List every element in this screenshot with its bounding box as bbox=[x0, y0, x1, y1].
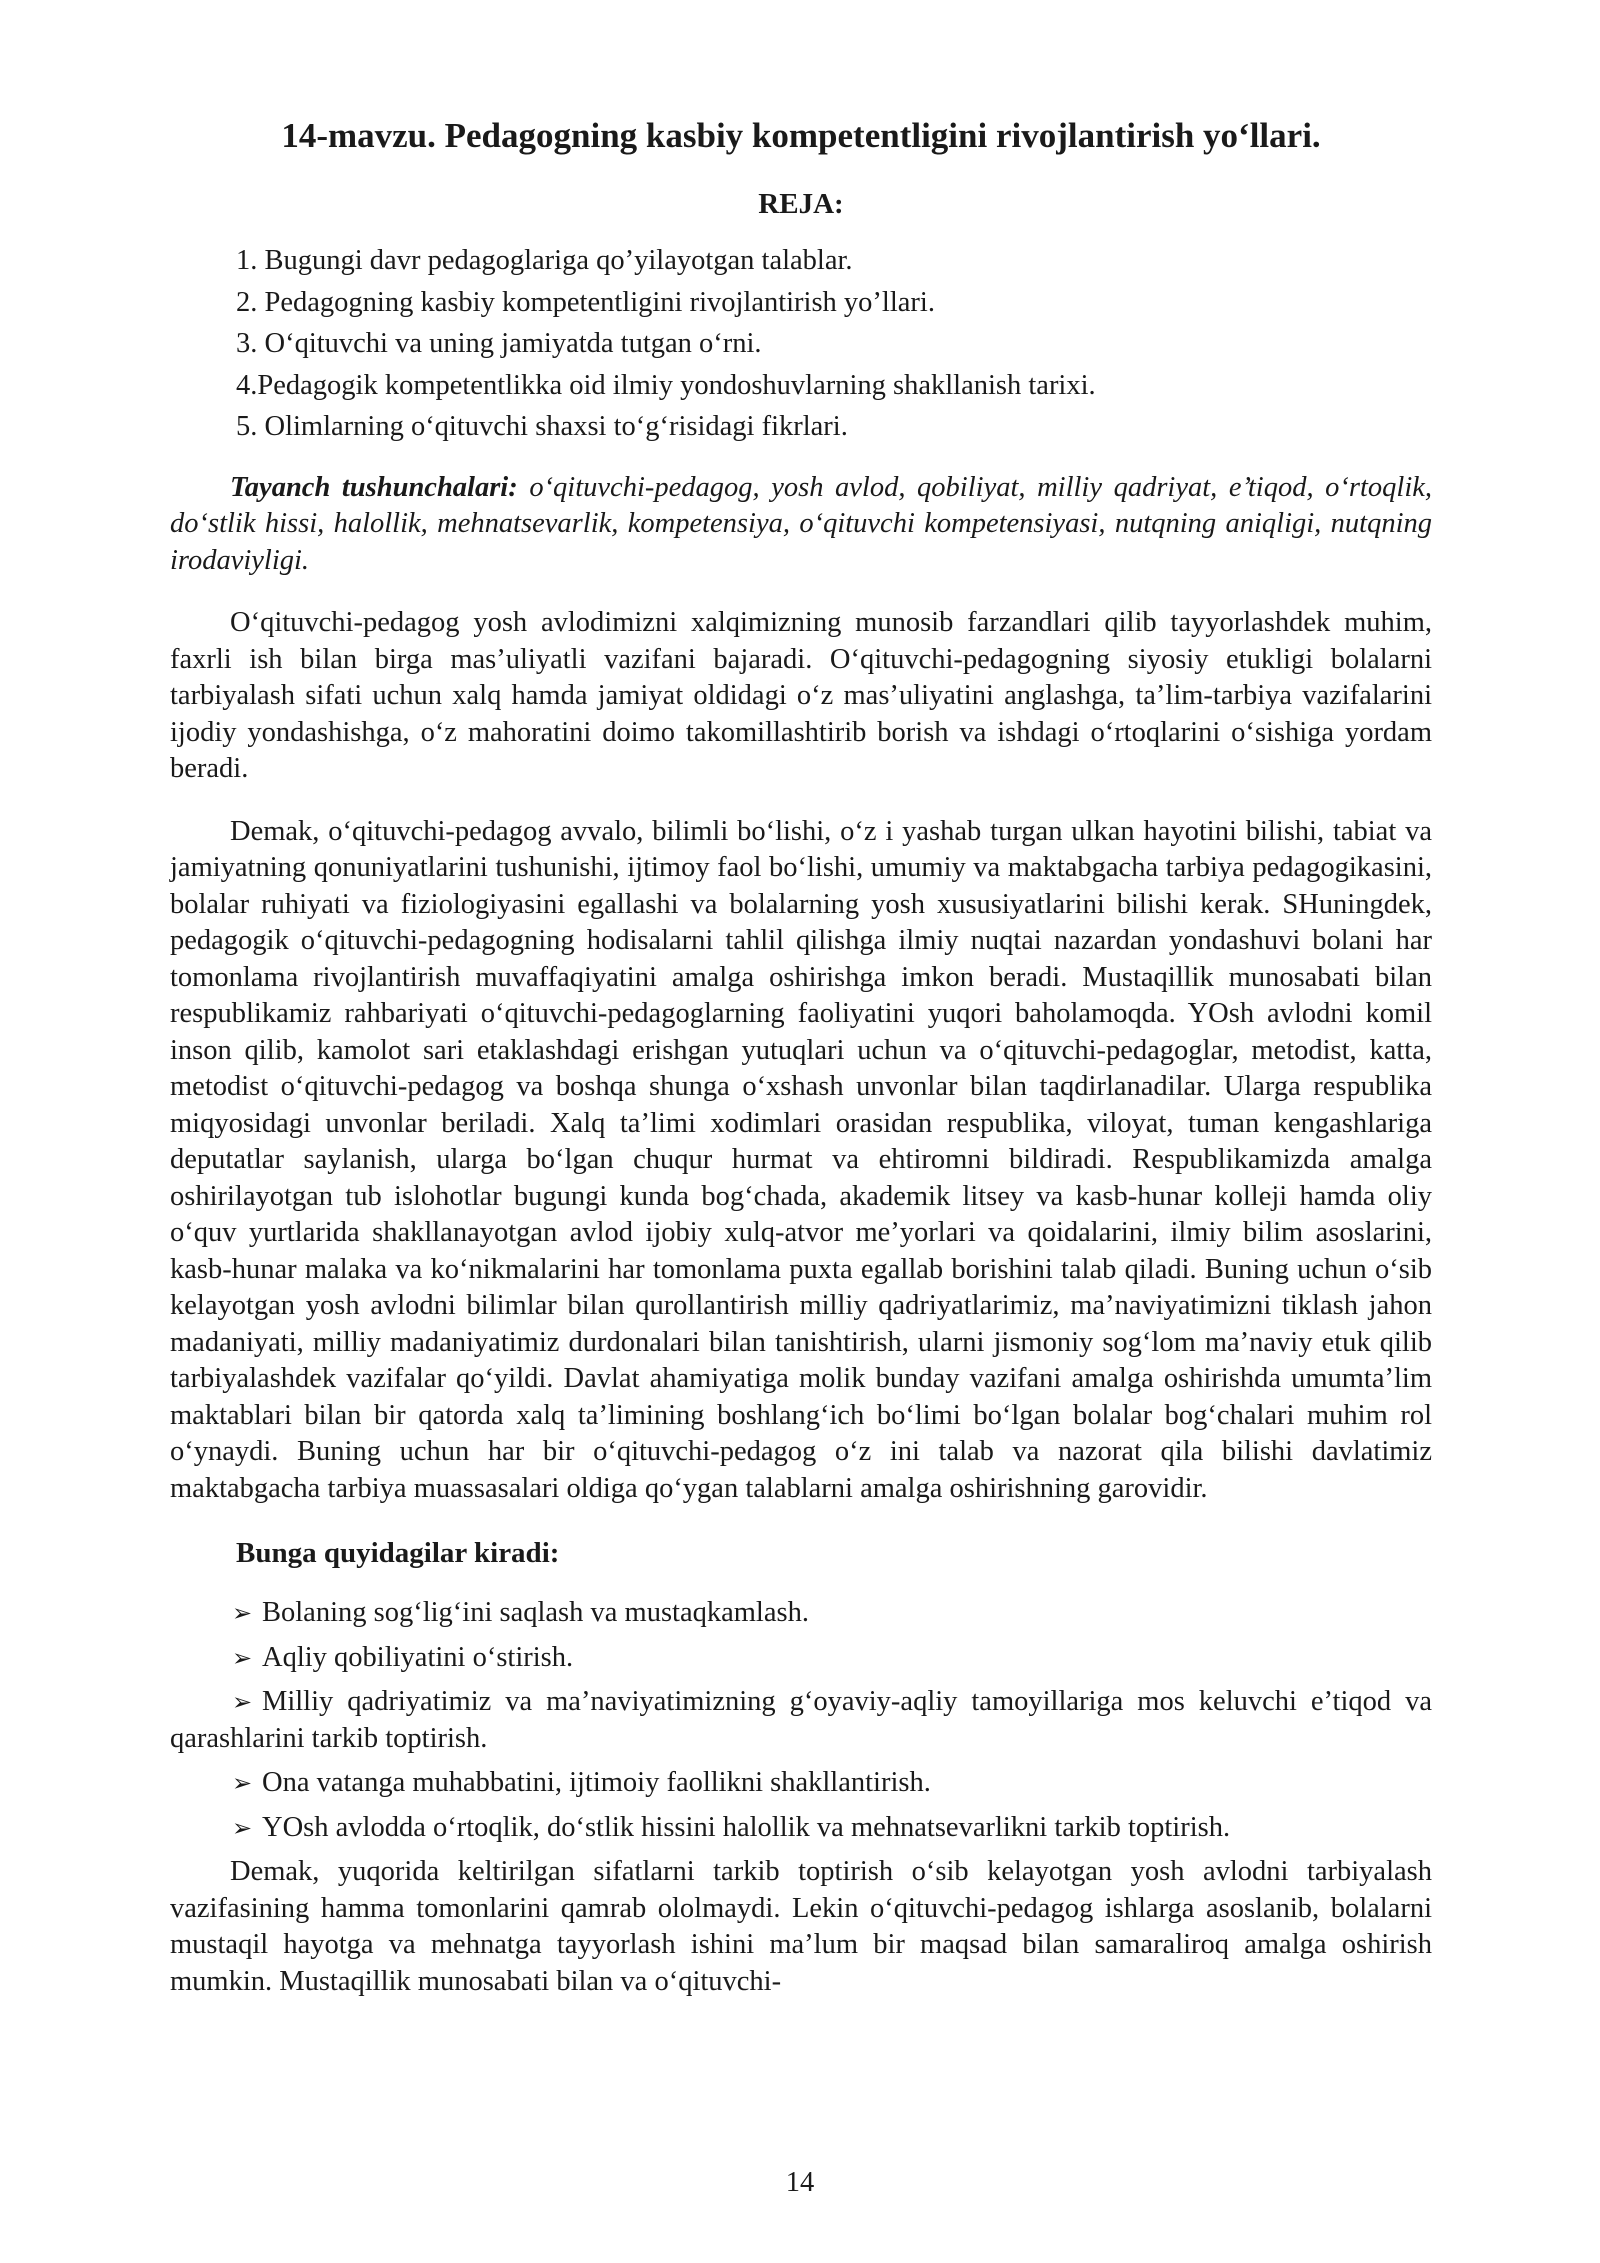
arrow-bullet-icon: ➢ bbox=[232, 1599, 253, 1627]
list-item bbox=[170, 1684, 1432, 1757]
keywords-text: o‘qituvchi-pedagog, yosh avlod, qobiliyat, milliy qadriyat, e’tiqod, o‘rtoqlik, do‘stlik hissi, halollik, mehnatsevarlik, kompetensiya, o‘qituvchi kompetensiyasi, nutqning aniqligi, nutqning irodaviyligi. bbox=[170, 471, 1433, 576]
plan-list bbox=[170, 240, 1432, 448]
plan-item: 4.Pedagogik kompetentlikka oid ilmiy yondoshuvlarning shakllanish tarixi. bbox=[236, 369, 1096, 401]
arrow-bullet-icon: ➢ bbox=[232, 1643, 253, 1672]
list-item bbox=[170, 1810, 1432, 1847]
list-item-text: Bolaning sog‘lig‘ini saqlash va mustaqkamlash. bbox=[262, 1597, 809, 1628]
section-subheading: Bunga quyidagilar kiradi: bbox=[236, 1537, 560, 1569]
body-paragraph-2: Demak, o‘qituvchi-pedagog avvalo, bilimli bo‘lishi, o‘z i yashab turgan ulkan hayotini bilishi, tabiat va jamiyatning qonuniyatlarini tushunishi, ijtimoy faol bo‘lishi, umumiy va maktabgacha tarbiya pedagogikasini, bolalar ruhiyati va fiziologiyasini egallashi va bolalarning yosh xususiyatlarini bilishi kerak. SHuningdek, pedagogik o‘qituvchi-pedagogning hodisalarni tahlil qilishga ilmiy nuqtai nazardan yondashuvi bolani har tomonlama rivojlantirish muvaffaqiyatini amalga oshirishga imkon beradi. Mustaqillik munosabati bilan respublikamiz rahbariyati o‘qituvchi-pedagoglarning faoliyatini yuqori baholamoqda. YOsh avlodni komil inson qilib, kamolot sari etaklashdagi erishgan yutuqlari uchun va o‘qituvchi-pedagoglar, metodist, katta, metodist o‘qituvchi-pedagog va boshqa shunga o‘xshash unvonlar bilan taqdirlanadilar. Ularga respublika miqyosidagi unvonlar beriladi. Xalq ta’limi xodimlari orasidan respublika, viloyat, tuman kengashlariga deputatlar saylanish, ularga bo‘lgan chuqur hurmat va ehtiromni bildiradi. Respublikamizda amalga oshirilayotgan tub islohotlar bugungi kunda bog‘chada, akademik litsey va kasb-hunar kolleji hamda oliy o‘quv yurtlarida shakllanayotgan avlod ijobiy xulq-atvor me’yorlari va qoidalarini, ilmiy bilim asoslarini, kasb-hunar malaka va ko‘nikmalarini har tomonlama puxta egallab borishini talab qiladi. Buning uchun o‘sib kelayotgan yosh avlodni bilimlar bilan qurollantirish milliy qadriyatlarimiz, ma’naviyatimizni tiklash jahon madaniyati, milliy madaniyatimiz durdonalari bilan tanishtirish, ularni jismoniy sog‘lom ma’naviy etuk qilib tarbiyalashdek vazifalar qo‘yildi. Davlat ahamiyatiga molik bunday vazifani amalga oshirishda umumta’lim maktablari bilan bir qatorda xalq ta’limining boshlang‘ich bo‘limi bo‘lgan bolalar bog‘chalari muhim rol o‘ynaydi. Buning uchun har bir o‘qituvchi-pedagog o‘z ini talab va nazorat qila bilishi davlatimiz maktabgacha tarbiya muassasalari oldiga qo‘ygan talablarni amalga oshirishning garovidir. bbox=[170, 815, 1432, 1504]
list-item-text: Ona vatanga muhabbatini, ijtimoiy faollikni shakllantirish. bbox=[262, 1767, 931, 1798]
arrow-bullet-icon: ➢ bbox=[232, 1813, 253, 1842]
plan-item: 3. O‘qituvchi va uning jamiyatda tutgan o‘rni. bbox=[236, 328, 762, 359]
list-item bbox=[170, 1640, 1432, 1677]
page-content bbox=[170, 112, 1432, 2000]
arrow-bullet-icon: ➢ bbox=[232, 1769, 253, 1797]
plan-heading: REJA: bbox=[758, 188, 844, 220]
list-item-text: Aqliy qobiliyatini o‘stirish. bbox=[262, 1641, 574, 1673]
list-item-text: Milliy qadriyatimiz va ma’naviyatimizning g‘oyaviy-aqliy tamoyillariga mos keluvchi e’tiqod va qarashlarini tarkib toptirish. bbox=[170, 1686, 1432, 1754]
body-paragraph-3: Demak, yuqorida keltirilgan sifatlarni tarkib toptirish o‘sib kelayotgan yosh avlodni tarbiyalash vazifasining hamma tomonlarini qamrab ololmaydi. Lekin o‘qituvchi-pedagog ishlarga asoslanib, bolalarni mustaqil hayotga va mehnatga tayyorlash ishini ma’lum bir maqsad bilan samaraliroq amalga oshirish mumkin. Mustaqillik munosabati bilan va o‘qituvchi- bbox=[170, 1856, 1432, 1997]
list-item bbox=[170, 1595, 1432, 1632]
body-paragraph-1: O‘qituvchi-pedagog yosh avlodimizni xalqimizning munosib farzandlari qilib tayyorlashdek muhim, faxrli ish bilan birga mas’uliyatli vazifani bajaradi. O‘qituvchi-pedagogning siyosiy etukligi bolalarni tarbiyalash sifati uchun xalq hamda jamiyat oldidagi o‘z mas’uliyatini anglashga, ta’lim-tarbiya vazifalarini ijodiy yondashishga, o‘z mahoratini doimo takomillashtirib borish va ishdagi o‘rtoqlarini o‘sishiga yordam beradi. bbox=[170, 607, 1432, 784]
plan-item: 2. Pedagogning kasbiy kompetentligini rivojlantirish yo’llari. bbox=[236, 286, 935, 318]
plan-item: 1. Bugungi davr pedagoglariga qo’yilayotgan talablar. bbox=[236, 245, 853, 276]
page-number: 14 bbox=[785, 2167, 815, 2198]
arrow-bullet-icon: ➢ bbox=[232, 1688, 253, 1716]
page-title: 14-mavzu. Pedagogning kasbiy kompetentligini rivojlantirish yo‘llari. bbox=[281, 116, 1321, 155]
list-item bbox=[170, 1765, 1432, 1802]
list-item-text: YOsh avlodda o‘rtoqlik, do‘stlik hissini halollik va mehnatsevarlikni tarkib toptirish. bbox=[262, 1811, 1231, 1843]
plan-item: 5. Olimlarning o‘qituvchi shaxsi to‘g‘risidagi fikrlari. bbox=[236, 411, 848, 442]
bullet-list bbox=[170, 1595, 1432, 1846]
keywords-paragraph bbox=[170, 470, 1432, 580]
keywords-label: Tayanch tushunchalari: bbox=[230, 471, 518, 503]
